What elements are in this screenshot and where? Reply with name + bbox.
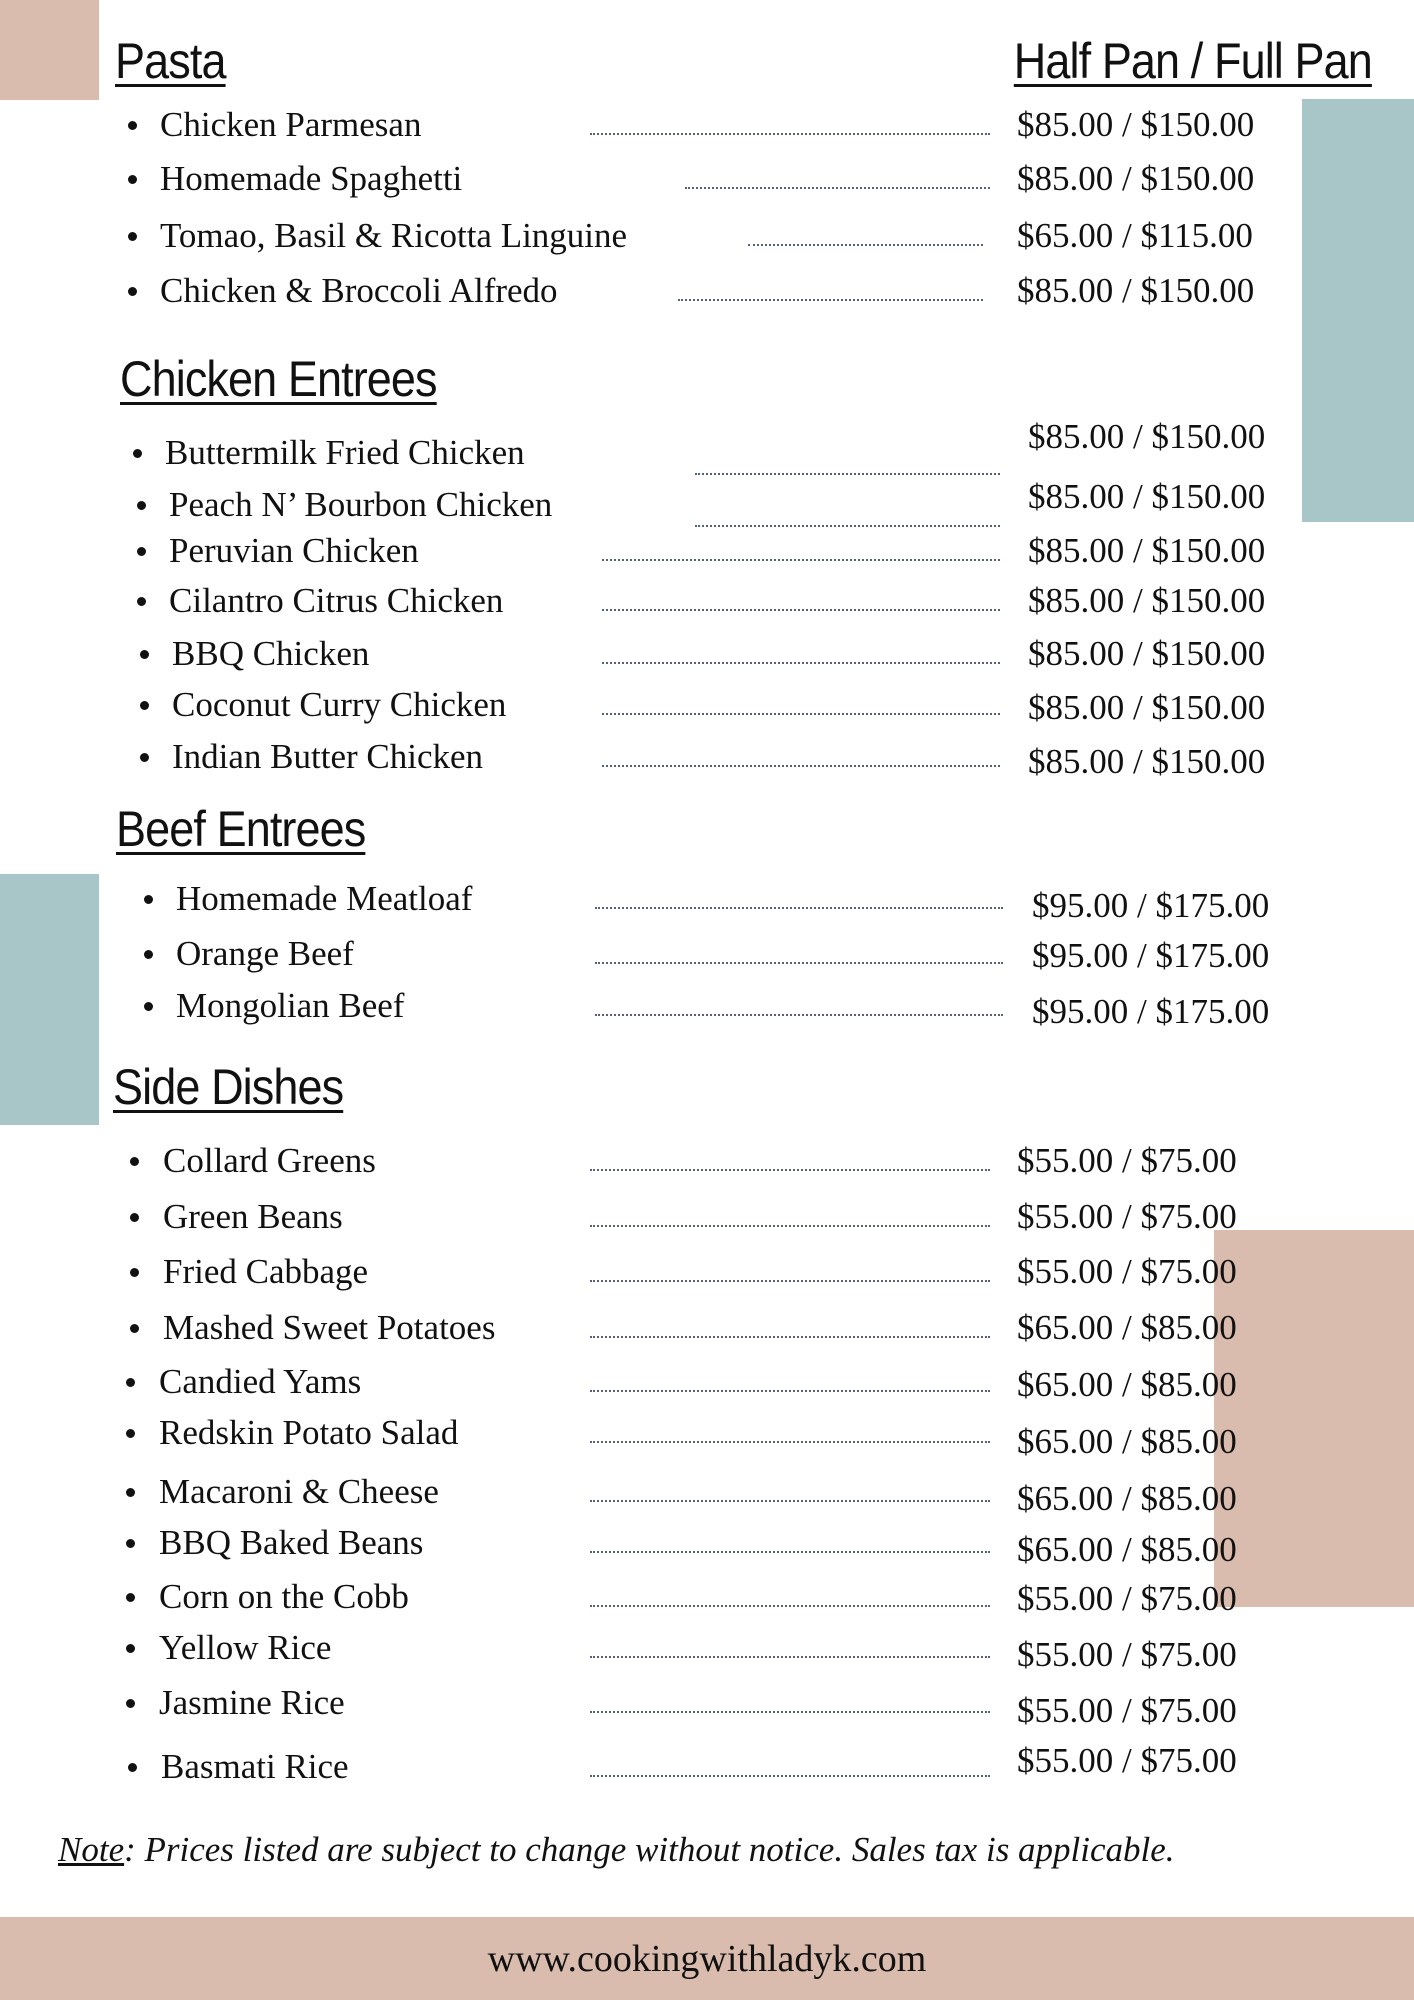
menu-item-price: $85.00 / $150.00 — [1028, 742, 1266, 781]
dotted-leader — [748, 244, 983, 246]
menu-item-name: Peach N’ Bourbon Chicken — [169, 485, 553, 524]
menu-item-name: Collard Greens — [163, 1141, 376, 1180]
bullet-icon — [130, 1157, 139, 1166]
menu-item-name: Homemade Spaghetti — [160, 159, 463, 198]
menu-item-name: Candied Yams — [159, 1362, 362, 1401]
bullet-icon — [144, 1002, 153, 1011]
section-title-chicken-entrees: Chicken Entrees — [120, 351, 437, 407]
menu-item-price: $55.00 / $75.00 — [1017, 1197, 1237, 1236]
menu-item-price: $65.00 / $85.00 — [1017, 1422, 1237, 1461]
menu-item-name: Tomao, Basil & Ricotta Linguine — [160, 216, 628, 255]
price-note — [58, 1830, 1175, 1870]
bullet-icon — [128, 287, 137, 296]
dotted-leader — [590, 1390, 990, 1392]
menu-item-price: $65.00 / $115.00 — [1017, 216, 1253, 255]
bullet-icon — [144, 950, 153, 959]
menu-item-price: $55.00 / $75.00 — [1017, 1579, 1237, 1618]
dotted-leader — [590, 1605, 990, 1607]
bullet-icon — [128, 232, 137, 241]
menu-item-name: Jasmine Rice — [159, 1683, 345, 1722]
note-text: : Prices listed are subject to change without notice. Sales tax is applicable. — [124, 1830, 1175, 1869]
bullet-icon — [137, 501, 146, 510]
bullet-icon — [128, 121, 137, 130]
menu-item-price: $85.00 / $150.00 — [1017, 271, 1255, 310]
dotted-leader — [602, 609, 1000, 611]
menu-item-price: $65.00 / $85.00 — [1017, 1308, 1237, 1347]
menu-item-price: $95.00 / $175.00 — [1032, 886, 1270, 925]
menu-item-price: $65.00 / $85.00 — [1017, 1530, 1237, 1569]
bullet-icon — [126, 1644, 135, 1653]
dotted-leader — [590, 133, 990, 135]
dotted-leader — [590, 1656, 990, 1658]
menu-item-price: $95.00 / $175.00 — [1032, 936, 1270, 975]
menu-item-price: $85.00 / $150.00 — [1017, 105, 1255, 144]
dotted-leader — [590, 1225, 990, 1227]
menu-item-name: BBQ Chicken — [172, 634, 370, 673]
menu-item-price: $65.00 / $85.00 — [1017, 1479, 1237, 1518]
bullet-icon — [126, 1429, 135, 1438]
bullet-icon — [137, 597, 146, 606]
menu-item-name: Buttermilk Fried Chicken — [165, 433, 525, 472]
dotted-leader — [678, 299, 983, 301]
menu-item-price: $55.00 / $75.00 — [1017, 1141, 1237, 1180]
section-title-beef-entrees: Beef Entrees — [116, 801, 366, 857]
decor-block-pink-right — [1214, 1230, 1414, 1607]
bullet-icon — [140, 753, 149, 762]
dotted-leader — [590, 1441, 990, 1443]
menu-item-price: $55.00 / $75.00 — [1017, 1635, 1237, 1674]
dotted-leader — [590, 1775, 990, 1777]
dotted-leader — [602, 713, 1000, 715]
bullet-icon — [130, 1268, 139, 1277]
dotted-leader — [590, 1551, 990, 1553]
menu-item-name: Yellow Rice — [159, 1628, 332, 1667]
dotted-leader — [695, 473, 1000, 475]
menu-item-name: Basmati Rice — [161, 1747, 349, 1786]
menu-item-price: $55.00 / $75.00 — [1017, 1741, 1237, 1780]
dotted-leader — [590, 1336, 990, 1338]
menu-item-name: Cilantro Citrus Chicken — [169, 581, 504, 620]
menu-item-name: BBQ Baked Beans — [159, 1523, 424, 1562]
dotted-leader — [602, 559, 1000, 561]
menu-item-price: $85.00 / $150.00 — [1028, 477, 1266, 516]
bullet-icon — [126, 1378, 135, 1387]
menu-item-price: $95.00 / $175.00 — [1032, 992, 1270, 1031]
dotted-leader — [695, 525, 1000, 527]
bullet-icon — [133, 449, 142, 458]
bullet-icon — [137, 547, 146, 556]
bullet-icon — [140, 701, 149, 710]
bullet-icon — [126, 1593, 135, 1602]
menu-item-name: Mashed Sweet Potatoes — [163, 1308, 496, 1347]
bullet-icon — [126, 1699, 135, 1708]
section-title-side-dishes: Side Dishes — [113, 1059, 344, 1115]
menu-item-name: Peruvian Chicken — [169, 531, 419, 570]
dotted-leader — [602, 765, 1000, 767]
bullet-icon — [126, 1539, 135, 1548]
decor-block-teal-right — [1302, 99, 1414, 522]
bullet-icon — [140, 650, 149, 659]
menu-item-name: Indian Butter Chicken — [172, 737, 484, 776]
menu-item-name: Redskin Potato Salad — [159, 1413, 459, 1452]
bullet-icon — [128, 1763, 137, 1772]
column-header-pan-sizes: Half Pan / Full Pan — [1013, 33, 1372, 89]
menu-item-name: Mongolian Beef — [176, 986, 405, 1025]
menu-item-name: Green Beans — [163, 1197, 343, 1236]
menu-item-name: Macaroni & Cheese — [159, 1472, 439, 1511]
bullet-icon — [126, 1488, 135, 1497]
dotted-leader — [590, 1711, 990, 1713]
menu-item-name: Corn on the Cobb — [159, 1577, 409, 1616]
menu-item-price: $85.00 / $150.00 — [1028, 531, 1266, 570]
menu-item-price: $85.00 / $150.00 — [1028, 581, 1266, 620]
menu-item-name: Chicken & Broccoli Alfredo — [160, 271, 558, 310]
bullet-icon — [130, 1324, 139, 1333]
dotted-leader — [590, 1169, 990, 1171]
menu-item-price: $85.00 / $150.00 — [1028, 417, 1266, 456]
menu-item-price: $85.00 / $150.00 — [1028, 634, 1266, 673]
menu-item-price: $55.00 / $75.00 — [1017, 1691, 1237, 1730]
dotted-leader — [595, 1014, 1003, 1016]
menu-item-name: Chicken Parmesan — [160, 105, 422, 144]
menu-item-price: $85.00 / $150.00 — [1017, 159, 1255, 198]
menu-item-price: $65.00 / $85.00 — [1017, 1365, 1237, 1404]
bullet-icon — [144, 895, 153, 904]
decor-block-teal-left — [0, 874, 99, 1125]
menu-item-name: Coconut Curry Chicken — [172, 685, 507, 724]
decor-block-pink-top-left — [0, 0, 99, 100]
dotted-leader — [602, 662, 1000, 664]
menu-item-price: $85.00 / $150.00 — [1028, 688, 1266, 727]
dotted-leader — [595, 962, 1003, 964]
bullet-icon — [128, 175, 137, 184]
dotted-leader — [685, 187, 990, 189]
bullet-icon — [130, 1213, 139, 1222]
section-title-pasta: Pasta — [115, 33, 226, 89]
dotted-leader — [590, 1500, 990, 1502]
menu-item-price: $55.00 / $75.00 — [1017, 1252, 1237, 1291]
menu-item-name: Fried Cabbage — [163, 1252, 369, 1291]
note-label: Note — [58, 1830, 125, 1869]
footer-band — [0, 1917, 1414, 2000]
menu-item-name: Homemade Meatloaf — [176, 879, 473, 918]
menu-item-name: Orange Beef — [176, 934, 354, 973]
website-link[interactable]: www.cookingwithladyk.com — [487, 1937, 927, 1980]
dotted-leader — [590, 1280, 990, 1282]
dotted-leader — [595, 907, 1003, 909]
